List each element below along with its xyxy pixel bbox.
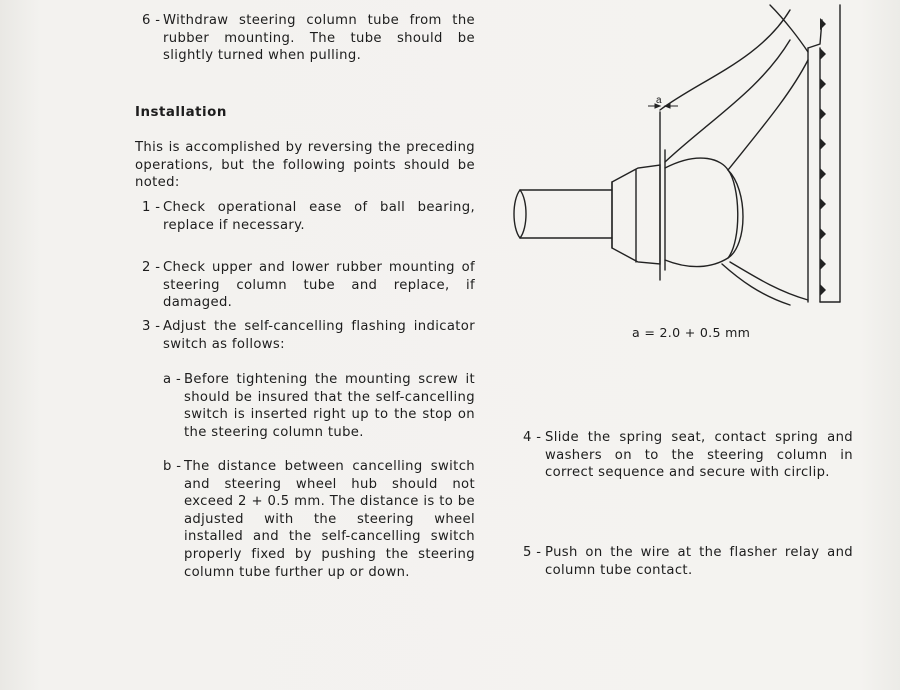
subitem-b-label: b -: [163, 459, 182, 474]
item-3-text: Adjust the self-cancelling flashing indicator switch as follows:: [163, 319, 475, 352]
installation-intro: This is accomplished by reversing the preceding operations, but the following points should be noted:: [135, 140, 475, 191]
subitem-a-text: Before tightening the mounting screw it should be insured that the self-cancelling switch is inserted right up to the stop on the steering column tube.: [184, 372, 475, 440]
subitem-a-label: a -: [163, 372, 182, 387]
item-2-text: Check upper and lower rubber mounting of steering column tube and replace, if damaged.: [163, 260, 475, 311]
installation-heading: Installation: [135, 105, 227, 120]
figure-dimension-label: a: [656, 95, 662, 106]
item-3-number: 3 -: [142, 319, 161, 334]
subitem-b-text: The distance between cancelling switch and steering wheel hub should not exceed 2 + 0.5 mm. The distance is to be adjusted with the steering wheel installed and the self-cancelling switch properly fixed by pushing the steering column tube further up or down.: [184, 459, 475, 580]
step-6-number: 6 -: [142, 13, 161, 28]
item-5-number: 5 -: [523, 545, 542, 560]
item-5-text: Push on the wire at the flasher relay and column tube contact.: [545, 545, 853, 578]
item-4-number: 4 -: [523, 430, 542, 445]
item-4-text: Slide the spring seat, contact spring and washers on to the steering column in correct sequence and secure with circlip.: [545, 430, 853, 481]
item-1-number: 1 -: [142, 200, 161, 215]
item-1-text: Check operational ease of ball bearing, replace if necessary.: [163, 200, 475, 233]
step-6-text: Withdraw steering column tube from the rubber mounting. The tube should be slightly turned when pulling.: [163, 13, 475, 64]
figure-caption: a = 2.0 + 0.5 mm: [632, 325, 751, 340]
item-2-number: 2 -: [142, 260, 161, 275]
